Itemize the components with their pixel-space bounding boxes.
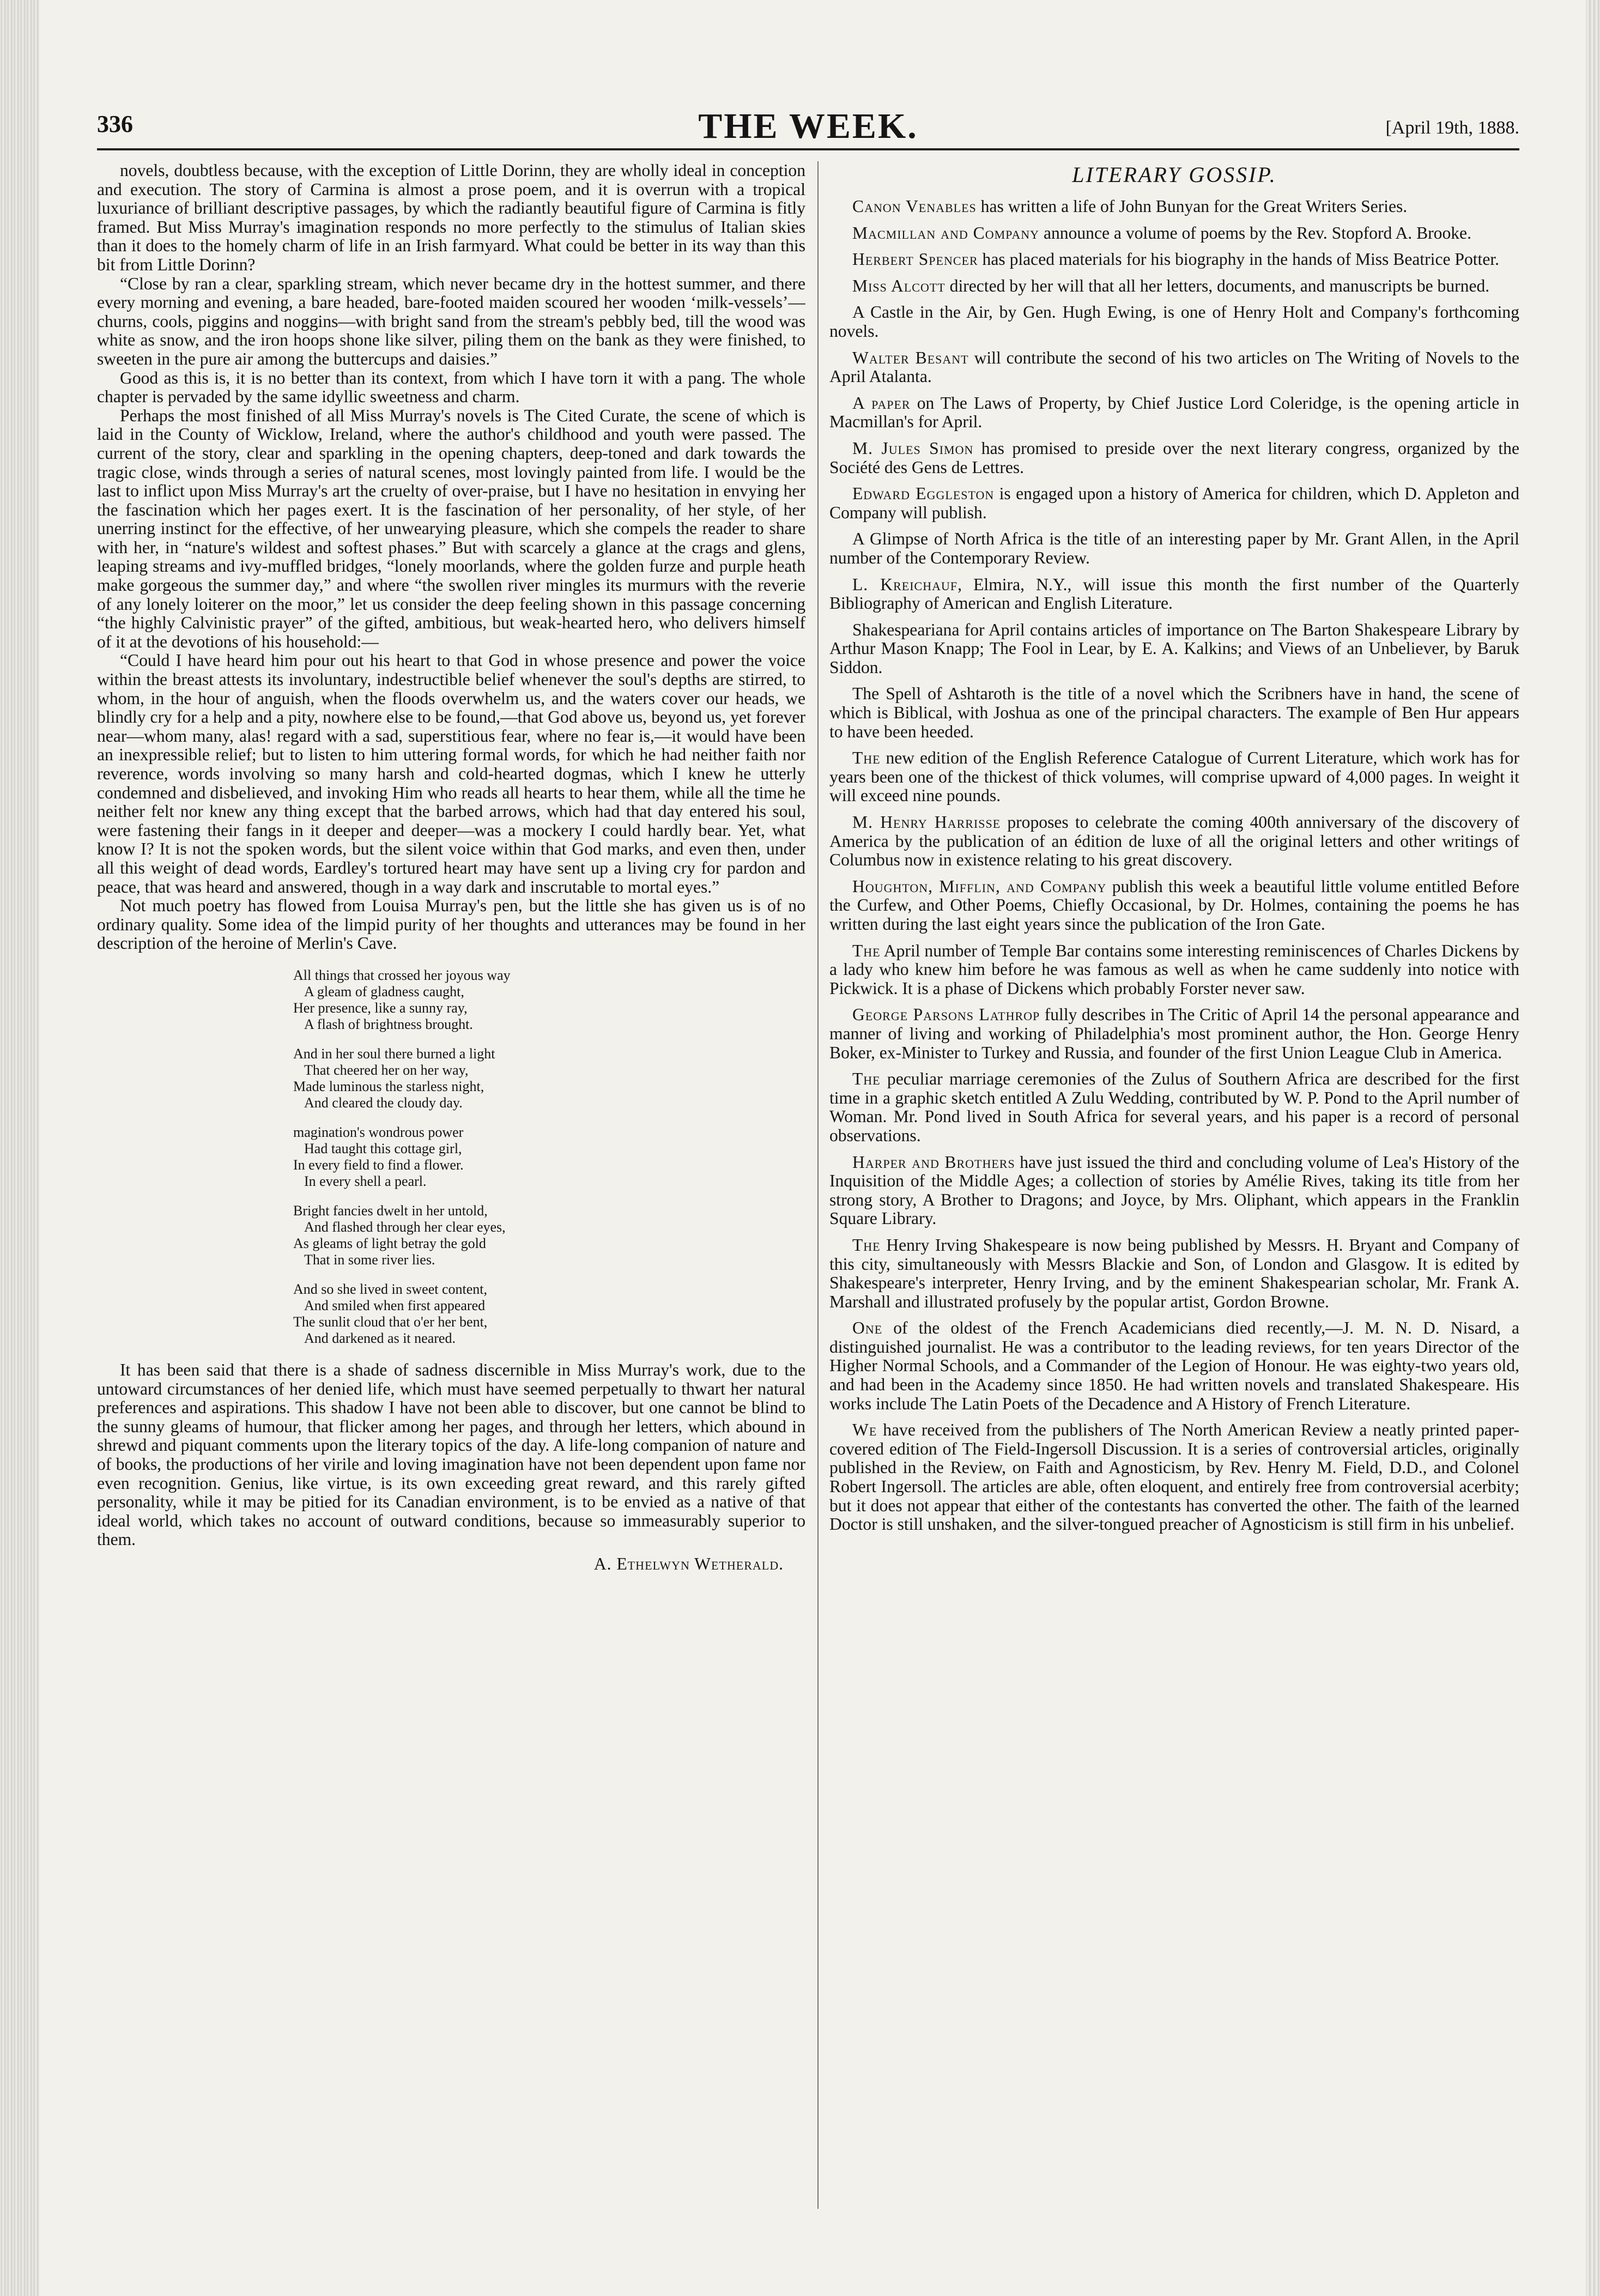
gossip-item [829,813,1519,870]
paragraph: Perhaps the most finished of all Miss Murray's novels is The Cited Curate, the scene of which is laid in the County of Wicklow, Ireland, where the author's childhood and youth were passed. The current of the story, clear and sparkling in the opening chapters, deep-toned and dark towards the tragic close, winds through a series of natural scenes, most lovingly painted from life. I would be the last to inflict upon Miss Murray's art the cruelty of over-praise, but I have no hesitation in envying her the fascination which her pages exert. It is the fascination of her personality, of her style, of her unerring instinct for the effective, of her unwearying pleasure, which she compels the reader to share with her, in “nature's wildest and softest phases.” But with scarcely a glance at the crags and glens, leaping streams and ivy-muffled bridges, “lonely moorlands, where the golden furze and purple heath make gorgeous the summer day,” and where “the swollen river mingles its murmurs with the reverie of any lonely loiterer on the moor,” let us consider the deep feeling shown in this passage concerning “the highly Calvinistic prayer” of the gifted, ambitious, but weak-hearted hero, who delivers himself of it at the devotions of his household:— [97,405,805,651]
gossip-item-text: has written a life of John Bunyan for the Great Writers Series. [976,197,1408,216]
poem [97,967,805,1347]
gossip-item-text: will contribute the second of his two articles on The Writing of Novels to the April Atalanta. [829,348,1519,386]
gossip-item-lead: Miss Alcott [852,276,946,295]
gossip-item-lead: Macmillan and Company [852,223,1040,243]
issue-date: [April 19th, 1888. [1385,118,1519,138]
gossip-item-text: Shakespeariana for April contains articles of importance on The Barton Shakespeare Library by Arthur Mason Knapp; The Fool in Lear, by E. A. Kalkins; and Views of an Unbeliever, by Baruk Siddon. [829,620,1519,677]
poem-line: And smiled when first appeared [304,1297,486,1313]
gossip-item-text: The Spell of Ashtaroth is the title of a novel which the Scribners have in hand, the scene of which is Biblical, with Joshua as one of the principal characters. The example of Ben Hur appears to have been heeded. [829,684,1519,741]
poem-line: Had taught this cottage girl, [304,1140,462,1156]
gossip-item-text: directed by her will that all her letters, documents, and manuscripts be burned. [945,276,1490,295]
gossip-item-text: announce a volume of poems by the Rev. Stopford A. Brooke. [1039,223,1471,243]
gossip-item-lead: Houghton, Mifflin, and Company [852,876,1107,896]
gossip-item-text: A Castle in the Air, by Gen. Hugh Ewing, is one of Henry Holt and Company's forthcoming novels. [829,302,1519,341]
gossip-item [829,942,1519,998]
gossip-item-text: Henry Irving Shakespeare is now being published by Messrs. H. Bryant and Company of this city, simultaneously with Messrs Blackie and Son, of London and Glasgow. It is edited by Shakespeare's interpreter, Henry Irving, and by the eminent Shakespearian scholar, Mr. Frank A. Marshall and illustrated profusely by the popular artist, Gordon Browne. [829,1235,1519,1311]
gossip-item-lead: Canon Venables [852,197,977,216]
gossip-item-lead: Walter Besant [852,348,969,367]
poem-line: In every shell a pearl. [304,1173,427,1189]
gossip-item-text: A Glimpse of North Africa is the title of an interesting paper by Mr. Grant Allen, in the April number of the Contemporary Review. [829,529,1519,567]
poem-line: As gleams of light betray the gold [293,1235,486,1251]
column-rule [817,161,819,2209]
gossip-item-lead: The [852,941,881,960]
gossip-item [829,1153,1519,1228]
gossip-item-lead: M. Henry Harrisse [852,813,1001,832]
gossip-item [829,1319,1519,1413]
gossip-item [829,1236,1519,1311]
page-header [97,108,1519,146]
gossip-item-lead: The [852,1235,881,1255]
gossip-item-text: is engaged upon a history of America for children, which D. Appleton and Company will publish. [829,484,1519,522]
gossip-item-lead: Edward Eggleston [852,484,995,504]
gossip-item-text: has promised to preside over the next literary congress, organized by the Société des Gens de Lettres. [829,438,1519,477]
gossip-item [829,1421,1519,1534]
gossip-item-text: have just issued the third and concluding volume of Lea's History of the Inquisition of the Middle Ages; a collection of stories by Amélie Rives, taking its title from her strong story, A Brother to Dragons; and Joyce, by Mrs. Oliphant, which appears in the Franklin Square Library. [829,1152,1519,1228]
gossip-item [829,394,1519,432]
gossip-item-lead: One [852,1318,883,1338]
poem-line: All things that crossed her joyous way [293,967,511,983]
gossip-item [829,530,1519,567]
page-edge [1586,0,1600,2296]
poem-line: The sunlit cloud that o'er her bent, [293,1313,488,1330]
gossip-item [829,1070,1519,1145]
poem-stanza [293,1124,805,1190]
poem-line: Made luminous the starless night, [293,1078,484,1094]
poem-line: magination's wondrous power [293,1124,464,1140]
gossip-item [829,197,1519,216]
gossip-item [829,684,1519,741]
paragraph: Good as this is, it is no better than its context, from which I have torn it with a pang. The whole chapter is pervaded by the same idyllic sweetness and charm. [97,368,805,407]
left-column [97,161,805,2209]
quotation: “Close by ran a clear, sparkling stream, which never became dry in the hottest summer, and there every morning and evening, a bare headed, bare-footed maiden scoured her wooden ‘milk-vessels’—churns, cools, piggins and noggins—with bright sand from the stream's pebbly bed, till the wood was white as snow, and the iron hoops shone like silver, piling them on the bank as they were finished, to sweeten in the pure air among the buttercups and daisies.” [97,274,805,368]
poem-stanza [293,1281,805,1347]
poem-stanza [293,967,805,1033]
gossip-item-text: publish this week a beautiful little volume entitled Before the Curfew, and Other Poems, Chiefly Occasional, by Dr. Holmes, containing the poems he has written during the last eight years since the publication of the Iron Gate. [829,876,1519,934]
poem-line: Bright fancies dwelt in her untold, [293,1202,488,1219]
gossip-item-lead: Herbert Spencer [852,250,978,269]
paragraph: Not much poetry has flowed from Louisa Murray's pen, but the little she has given us is of no ordinary quality. Some idea of the limpid purity of her thoughts and utterances may be found in her description of the heroine of Merlin's Cave. [97,896,805,953]
paragraph: novels, doubtless because, with the exception of Little Dorinn, they are wholly ideal in conception and execution. The story of Carmina is almost a prose poem, and it is overrun with a tropical luxuriance of brilliant descriptive passages, by which the radiantly beautiful figure of Carmina is fitly framed. But Miss Murray's imagination responds no more perfectly to the stimulus of Italian skies than it does to the homely charm of life in an Irish farmyard. What could be better in its way than this bit from Little Dorinn? [97,161,805,274]
header-rule [97,148,1519,150]
poem-stanza [293,1046,805,1111]
gossip-item-text: on The Laws of Property, by Chief Justice Lord Coleridge, is the opening article in Macmillan's for April. [829,393,1519,432]
gossip-item-lead: The [852,1069,881,1089]
gossip-item [829,575,1519,613]
quotation: “Could I have heard him pour out his heart to that God in whose presence and power the voice within the breast attests its involuntary, indestructible belief whenever the soul's depths are stirred, to whom, in the hour of anguish, when the floods overwhelm us, and the waters cover our heads, we blindly cry for a help and a pity, nowhere else to be found,—that God above us, beyond us, yet forever near—whom many, alas! regard with a sad, superstitious fear, where no fear is,—it would have been an inexpressible relief; but to listen to him uttering formal words, for which he had neither faith nor reverence, words involving so many harsh and cold-hearted dogmas, which I knew he utterly condemned and disbelieved, and invoking Him who reads all hearts to hear them, while all the time he neither felt nor knew any thing except that the barbed arrows, which had that day entered his soul, were fastening their fangs in it deeper and deeper—was a mockery I could hardly bear. Yet, what know I? It is not the spoken words, but the silent voice within that God marks, and even then, under all this weight of dead words, Eardley's tortured heart may have sent up a living cry for pardon and peace, that was heard and answered, though in a way dark and inscrutable to mortal eyes.” [97,651,805,896]
gossip-item-text: peculiar marriage ceremonies of the Zulus of Southern Africa are described for the first time in a graphic sketch entitled A Zulu Wedding, contributed by W. P. Pond to the April number of Woman. Mr. Pond lived in South Africa for several years, and his paper is a record of personal observations. [829,1069,1519,1145]
author-signature: A. Ethelwyn Wetherald. [593,1554,784,1573]
poem-line: Her presence, like a sunny ray, [293,999,468,1016]
poem-line: In every field to find a flower. [293,1156,464,1173]
gossip-item [829,224,1519,243]
gossip-list [829,197,1519,1534]
poem-line: That in some river lies. [304,1251,435,1268]
gossip-item-text: , Elmira, N.Y., will issue this month the first number of the Quarterly Bibliography of American and English Literature. [829,574,1519,613]
gossip-item-lead: L. Kreichauf [852,574,958,594]
page-number: 336 [97,111,133,137]
right-column [829,161,1519,2209]
gossip-item-text: fully describes in The Critic of April 14 the personal appearance and manner of living and working of Philadelphia's most prominent author, the Hon. George Henry Boker, ex-Minister to Turkey and Russia, and founder of the first Union League Club in America. [829,1005,1519,1062]
gossip-item [829,439,1519,477]
poem-line: And in her soul there burned a light [293,1045,495,1062]
gossip-item-lead: M. Jules Simon [852,438,974,458]
gossip-item [829,749,1519,805]
gossip-item-lead: George Parsons Lathrop [852,1005,1040,1025]
gossip-item [829,484,1519,522]
gossip-item-lead: The [852,748,881,768]
gossip-item [829,349,1519,386]
gossip-item-text: April number of Temple Bar contains some interesting reminiscences of Charles Dickens by a lady who knew him before he was famous as well as when he came suddenly into notice with Pickwick. It is a phase of Dickens which probably Forster never saw. [829,941,1519,998]
gossip-item-text: has placed materials for his biography in the hands of Miss Beatrice Potter. [978,250,1500,269]
masthead: THE WEEK. [698,106,918,146]
poem-line: That cheered her on her way, [304,1062,469,1078]
gossip-item-lead: We [852,1420,877,1440]
poem-line: A flash of brightness brought. [304,1016,473,1032]
gossip-item [829,877,1519,934]
poem-line: And darkened as it neared. [304,1330,456,1346]
section-title: LITERARY GOSSIP. [1072,162,1277,187]
gossip-item-lead: A paper [852,393,911,413]
gossip-item-lead: Harper and Brothers [852,1152,1015,1172]
binding-edge [0,0,39,2296]
gossip-item-text: proposes to celebrate the coming 400th anniversary of the discovery of America by the publication of an édition de luxe of all the original letters and other writings of Columbus now in existence relating to his great discovery. [829,813,1519,870]
poem-stanza [293,1203,805,1268]
gossip-item [829,621,1519,677]
poem-line: And cleared the cloudy day. [304,1094,463,1111]
gossip-item [829,303,1519,341]
gossip-item [829,1005,1519,1062]
gossip-item-text: have received from the publishers of The North American Review a neatly printed paper-covered edition of The Field-Ingersoll Discussion. It is a series of controversial articles, originally published in the Review, on Faith and Agnosticism, by Rev. Henry M. Field, D.D., and Colonel Robert Ingersoll. The articles are able, often eloquent, and entirely free from controversial acerbity; but it does not appear that either of the contestants has converted the other. The faith of the learned Doctor is still unshaken, and the silver-tongued preacher of Agnosticism is still firm in his unbelief. [829,1420,1519,1534]
poem-line: And flashed through her clear eyes, [304,1219,506,1235]
gossip-item-text: of the oldest of the French Academicians died recently,—J. M. N. D. Nisard, a distinguished journalist. He was a contributor to the leading reviews, for ten years Director of the Higher Normal Schools, and a Commander of the Legion of Honour. He was eighty-two years old, and had been in the Academy since 1850. He had written novels and translated Shakespeare. His works include The Latin Poets of the Decadence and A History of French Literature. [829,1318,1519,1413]
gossip-item [829,277,1519,296]
poem-line: And so she lived in sweet content, [293,1281,487,1297]
gossip-item [829,250,1519,269]
gossip-item-text: new edition of the English Reference Catalogue of Current Literature, which work has for years been one of the thickest of thick volumes, will comprise upward of 4,000 pages. In weight it will exceed nine pounds. [829,748,1519,805]
paragraph: It has been said that there is a shade of sadness discernible in Miss Murray's work, due to the untoward circumstances of her denied life, which must have seemed perpetually to thwart her natural preferences and aspirations. This shadow I have not been able to discover, but one cannot be blind to the sunny gleams of humour, that flicker among her pages, and through her letters, which abound in shrewd and piquant comments upon the literary topics of the day. A life-long companion of nature and of books, the productions of her virile and loving imagination have not been dependent upon fame nor even recognition. Genius, like virtue, is its own exceeding great reward, and this rarely gifted personality, while it may be pitied for its Canadian environment, is to be envied as a native of that ideal world, which takes no account of outward conditions, because so immeasurably superior to them. [97,1360,805,1549]
poem-line: A gleam of gladness caught, [304,983,464,999]
